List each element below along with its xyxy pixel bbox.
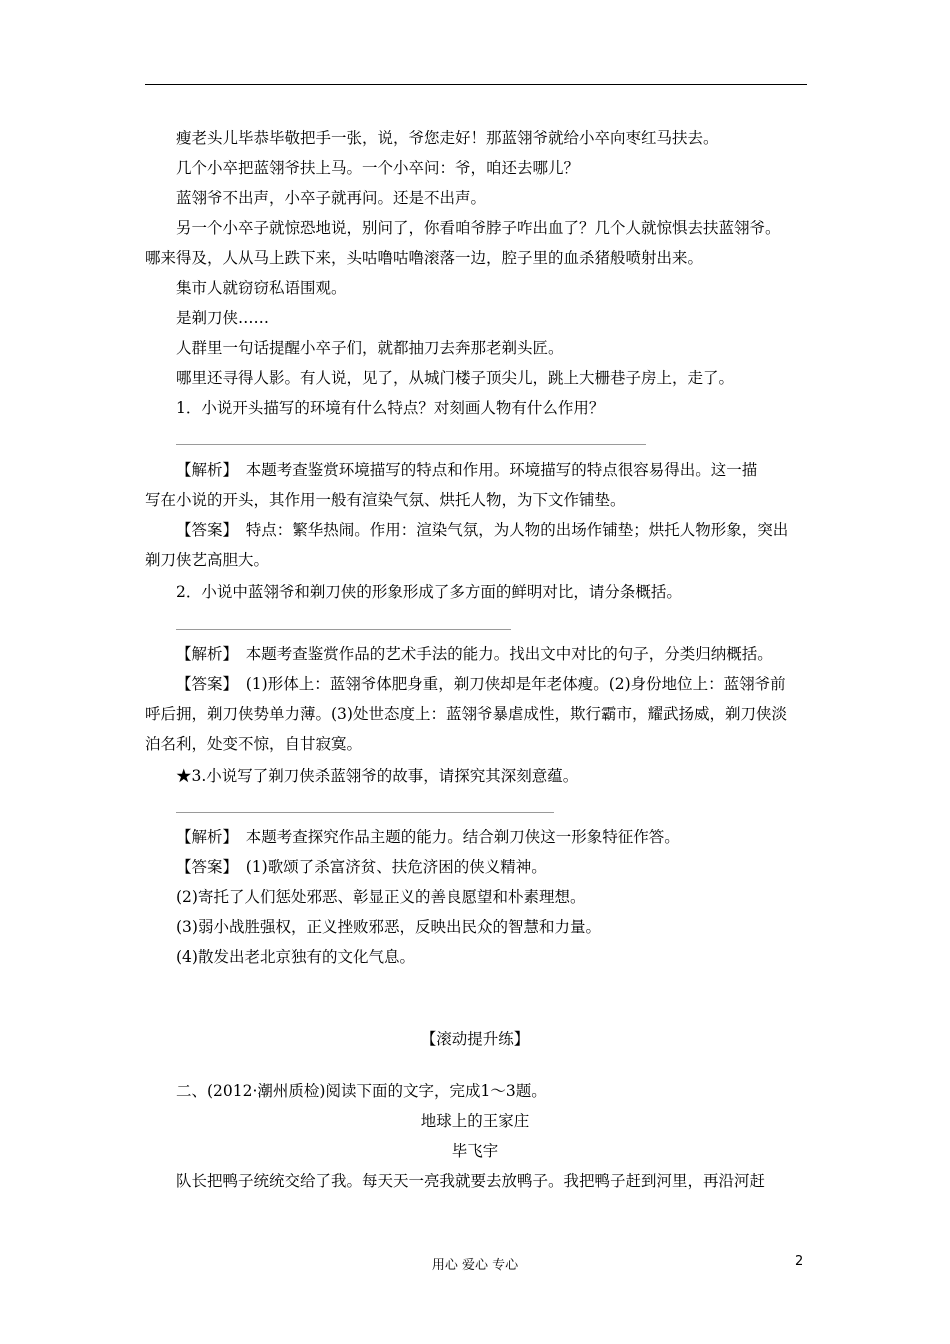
section-heading: 【滚动提升练】 (420, 1030, 530, 1048)
analysis-1-cont: 写在小说的开头，其作用一般有渲染气氛、烘托人物，为下文作铺垫。 (145, 491, 626, 509)
answer-2-cont: 呼后拥，剃刀侠势单力薄。(3)处世态度上：蓝翎爷暴虐成性，欺行霸市，耀武扬威，剃刀侠淡 (145, 705, 787, 723)
answer-blank-line (176, 812, 554, 813)
answer-blank-line (176, 444, 646, 445)
page-number: 2 (795, 1254, 804, 1269)
question-2: 2．小说中蓝翎爷和剃刀侠的形象形成了多方面的鲜明对比，请分条概括。 (176, 583, 682, 601)
analysis-1: 【解析】 本题考查鉴赏环境描写的特点和作用。环境描写的特点很容易得出。这一描 (176, 461, 758, 479)
header-rule (145, 84, 807, 85)
answer-2-cont: 泊名利，处变不惊，自甘寂寞。 (145, 735, 363, 753)
body-line: 几个小卒把蓝翎爷扶上马。一个小卒问：爷，咱还去哪儿？ (176, 159, 580, 177)
answer-2: 【答案】 (1)形体上：蓝翎爷体肥身重，剃刀侠却是年老体瘦。(2)身份地位上：蓝翎爷前 (176, 675, 786, 693)
section-intro: 二、(2012·潮州质检)阅读下面的文字，完成1～3题。 (176, 1082, 547, 1100)
body-line: 人群里一句话提醒小卒子们，就都抽刀去奔那老剃头匠。 (176, 339, 564, 357)
question-1: 1．小说开头描写的环境有什么特点？对刻画人物有什么作用？ (176, 399, 605, 417)
story-first-line: 队长把鸭子统统交给了我。每天天一亮我就要去放鸭子。我把鸭子赶到河里，再沿河赶 (176, 1172, 766, 1190)
question-3: ★3.小说写了剃刀侠杀蓝翎爷的故事，请探究其深刻意蕴。 (176, 767, 579, 785)
body-line: 哪来得及，人从马上跌下来，头咕噜咕噜滚落一边，腔子里的血杀猪般喷射出来。 (145, 249, 704, 267)
answer-1: 【答案】 特点：繁华热闹。作用：渲染气氛，为人物的出场作铺垫；烘托人物形象，突出 (176, 521, 789, 539)
body-line: 集市人就窃窃私语围观。 (176, 279, 347, 297)
footer-slogan: 用心 爱心 专心 (431, 1258, 519, 1273)
body-line: 是剃刀侠…… (176, 309, 270, 327)
body-line: 瘦老头儿毕恭毕敬把手一张，说，爷您走好！那蓝翎爷就给小卒向枣红马扶去。 (176, 129, 719, 147)
analysis-3: 【解析】 本题考查探究作品主题的能力。结合剃刀侠这一形象特征作答。 (176, 828, 680, 846)
body-line: 另一个小卒子就惊恐地说，别问了，你看咱爷脖子咋出血了？几个人就惊惧去扶蓝翎爷。 (176, 219, 781, 237)
analysis-2: 【解析】 本题考查鉴赏作品的艺术手法的能力。找出文中对比的句子，分类归纳概括。 (176, 645, 773, 663)
answer-3-item: (4)散发出老北京独有的文化气息。 (176, 948, 415, 966)
story-author: 毕飞宇 (451, 1142, 499, 1160)
answer-3-item: (2)寄托了人们惩处邪恶、彰显正义的善良愿望和朴素理想。 (176, 888, 586, 906)
answer-3: 【答案】 (1)歌颂了杀富济贫、扶危济困的侠义精神。 (176, 858, 547, 876)
answer-blank-line (176, 629, 511, 630)
body-line: 哪里还寻得人影。有人说，见了，从城门楼子顶尖儿，跳上大栅巷子房上，走了。 (176, 369, 735, 387)
body-line: 蓝翎爷不出声，小卒子就再问。还是不出声。 (176, 189, 487, 207)
story-title: 地球上的王家庄 (420, 1112, 530, 1130)
answer-3-item: (3)弱小战胜强权，正义挫败邪恶，反映出民众的智慧和力量。 (176, 918, 601, 936)
answer-1-cont: 剃刀侠艺高胆大。 (145, 551, 270, 569)
